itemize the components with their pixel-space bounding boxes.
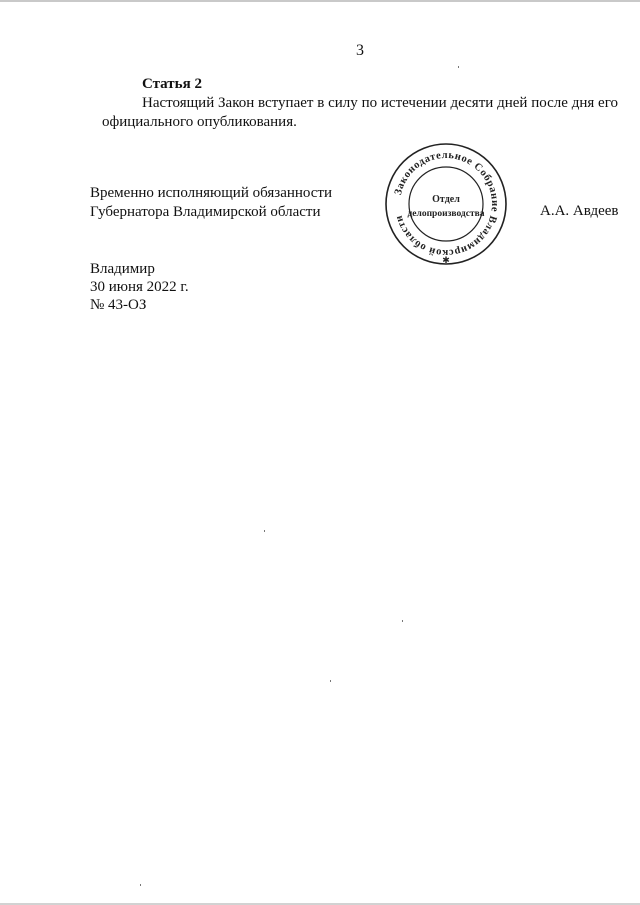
stamp-center-line-1: Отдел [432, 194, 460, 205]
signer-position-line-2: Губернатора Владимирской области [90, 204, 321, 220]
scan-speck [458, 66, 459, 68]
page-top-edge [0, 0, 640, 2]
page-number: 3 [356, 42, 364, 59]
signer-position [90, 184, 332, 222]
scan-speck [140, 884, 141, 886]
city: Владимир [90, 261, 155, 277]
law-number: № 43-ОЗ [90, 297, 147, 313]
signer-name: А.А. Авдеев [540, 203, 619, 219]
date: 30 июня 2022 г. [90, 279, 189, 295]
article-body: Настоящий Закон вступает в силу по истечении десяти дней после дня его официального опубликования. [102, 95, 618, 130]
scan-speck [330, 680, 331, 682]
scan-speck [264, 530, 265, 532]
stamp-center-line-2: делопроизводства [407, 209, 485, 219]
place-date-block [90, 260, 189, 314]
signer-position-line-1: Временно исполняющий обязанности [90, 185, 333, 201]
article-title: Статья 2 [142, 76, 202, 92]
stamp-star-icon: ✱ [442, 256, 450, 266]
scan-speck [402, 620, 403, 622]
official-stamp [382, 140, 510, 268]
stamp-ring-text: Законодательное Собрание Владимирской области [392, 149, 501, 259]
